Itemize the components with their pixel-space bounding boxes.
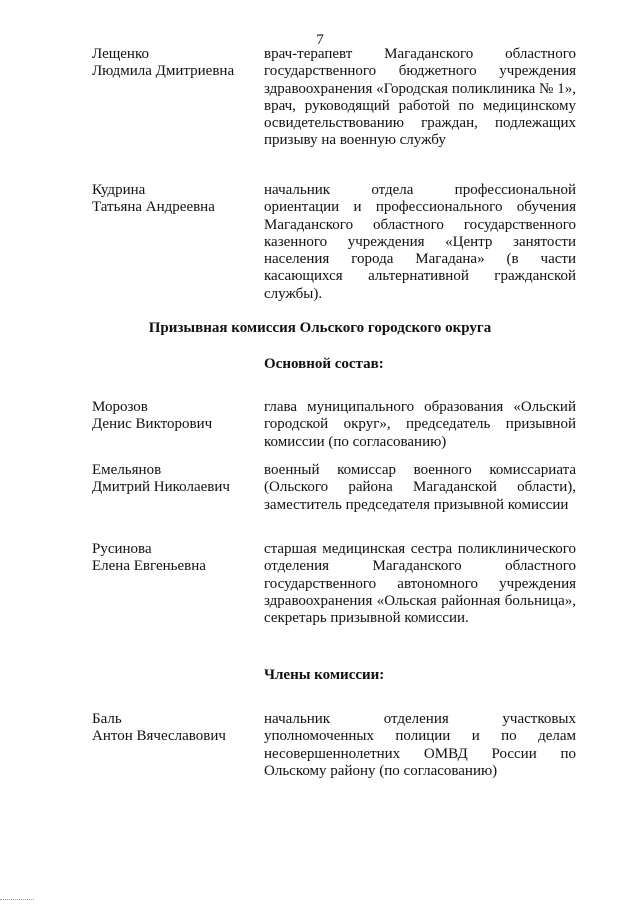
person-surname: Баль: [92, 711, 122, 727]
person-role: глава муниципального образования «Ольский городской округ», председатель призывной комиссии (по согласованию): [264, 399, 576, 450]
person-role: старшая медицинская сестра поликлинического отделения Магаданского областного государственного автономного учреждения здравоохранения «Ольская районная больница», секретарь призывной комиссии.: [264, 541, 576, 627]
person-surname: Русинова: [92, 541, 152, 557]
person-given-names: Дмитрий Николаевич: [92, 479, 230, 495]
person-surname: Емельянов: [92, 462, 162, 478]
person-surname: Морозов: [92, 399, 148, 415]
person-role: врач-терапевт Магаданского областного государственного бюджетного учреждения здравоохранения «Городская поликлиника № 1», врач, руководящий работой по медицинскому освидетельствованию граждан, подлежащих призыву на военную службу: [264, 46, 576, 149]
person-name: [92, 46, 262, 80]
page-edge-divider: [0, 899, 34, 900]
main-composition-heading: Основной состав:: [264, 356, 384, 372]
person-name: [92, 182, 262, 216]
person-role: начальник отдела профессиональной ориентации и профессионального обучения Магаданского областного государственного казенного учреждения «Центр занятости населения города Магадана» (в части касающихся альтернативной гражданской службы).: [264, 182, 576, 302]
person-name: [92, 399, 262, 433]
person-role: начальник отделения участковых уполномоченных полиции и по делам несовершеннолетних ОМВД России по Ольскому району (по согласованию): [264, 711, 576, 779]
person-given-names: Антон Вячеславович: [92, 728, 226, 744]
person-name: [92, 462, 262, 496]
page-number: 7: [316, 32, 324, 48]
person-given-names: Татьяна Андреевна: [92, 199, 215, 215]
person-given-names: Людмила Дмитриевна: [92, 63, 235, 79]
person-given-names: Денис Викторович: [92, 416, 213, 432]
commission-title: Призывная комиссия Ольского городского округа: [148, 320, 492, 336]
person-name: [92, 711, 262, 745]
person-surname: Лещенко: [92, 46, 149, 62]
person-role: военный комиссар военного комиссариата (Ольского района Магаданской области), заместитель председателя призывной комиссии: [264, 462, 576, 513]
person-surname: Кудрина: [92, 182, 146, 198]
members-heading: Члены комиссии:: [264, 667, 385, 683]
person-given-names: Елена Евгеньевна: [92, 558, 206, 574]
person-name: [92, 541, 262, 575]
